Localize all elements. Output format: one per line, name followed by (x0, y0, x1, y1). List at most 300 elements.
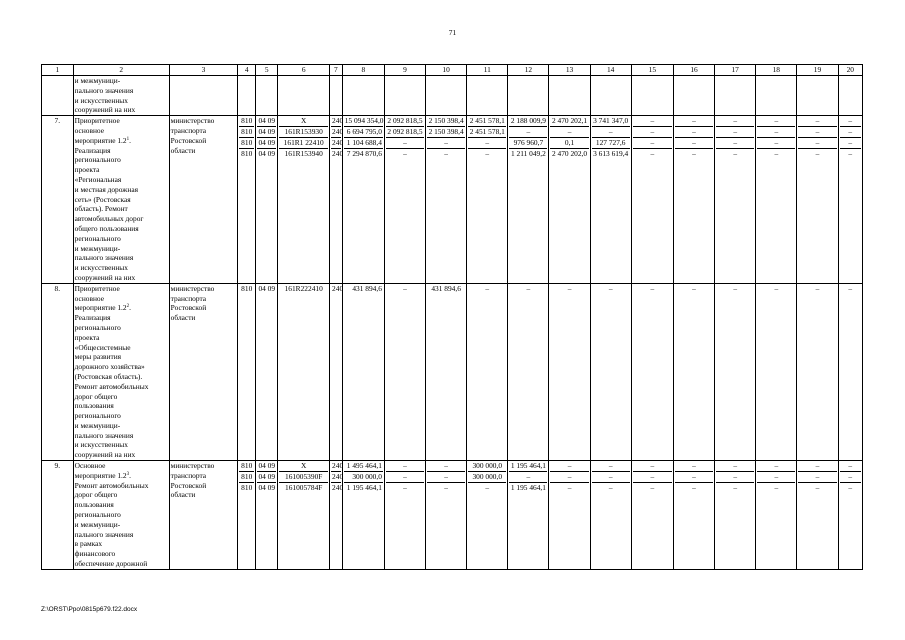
executor-line: области (170, 145, 196, 155)
amount-y2026-cell (673, 461, 714, 570)
empty-cell (169, 76, 238, 116)
section-code-cell (256, 461, 278, 570)
executor-line: транспорта (170, 470, 207, 480)
amount-y2027: – (716, 127, 754, 138)
amount-y2025-cell (631, 116, 673, 284)
column-number-1: 1 (42, 65, 74, 76)
activity-name-line (75, 273, 168, 283)
amount-y2020: – (427, 138, 465, 149)
amount-y2021-cell (467, 116, 508, 284)
amount-y2030: – (848, 482, 853, 492)
activity-name-line (75, 146, 168, 156)
activity-row (42, 283, 863, 460)
amount-y2020-cell (426, 461, 467, 570)
activity-name-line (75, 450, 168, 460)
amount-y2023: – (567, 283, 572, 293)
activity-name-text: пального значения (74, 253, 134, 263)
empty-cell (508, 76, 549, 116)
activity-row (42, 116, 863, 284)
amount-y2021: – (485, 482, 490, 492)
activity-name-line (75, 126, 168, 136)
amount-y2025-cell (631, 461, 673, 570)
amount-y2029: – (798, 116, 836, 127)
executor-line: транспорта (170, 293, 207, 303)
empty-cell (797, 76, 838, 116)
amount-y2021: – (485, 283, 490, 293)
continuation-name-cell (73, 76, 169, 116)
activity-name-line (75, 549, 168, 559)
amount-y2021: 300 000,0 (468, 472, 506, 483)
activity-name-line (75, 421, 168, 431)
total-amount: 431 894,6 (352, 283, 382, 293)
activity-name-text: сеть» (Ростовская (74, 194, 131, 204)
column-number-6: 6 (278, 65, 330, 76)
activity-name-text: Реализация (74, 313, 111, 323)
amount-y2025: – (650, 148, 655, 158)
amount-y2020: – (427, 461, 465, 472)
amount-y2028: – (774, 482, 779, 492)
grbs-code: 810 (241, 116, 253, 126)
amount-y2026: – (675, 461, 713, 472)
expense-type-code: 240 (332, 461, 344, 471)
amount-y2027-cell (715, 116, 756, 284)
target-article-code: 161R1 22410 (279, 138, 328, 149)
amount-y2024: 3 613 619,4 (593, 148, 629, 158)
expense-type-code-cell (330, 283, 343, 460)
activity-name-line (75, 284, 168, 294)
column-number-9: 9 (384, 65, 425, 76)
amount-y2027: – (733, 283, 738, 293)
expense-type-code-cell (330, 116, 343, 284)
activity-name-line (75, 372, 168, 382)
amount-y2020: – (444, 482, 448, 492)
target-article-code-cell (278, 283, 330, 460)
activity-name-text: дорожного хозяйства» (74, 362, 145, 372)
amount-y2021: 2 451 578,1 (469, 126, 505, 136)
amount-y2022: 1 195 464,1 (510, 482, 546, 492)
activity-name-text: регионального (74, 510, 121, 520)
amount-y2025: – (633, 127, 672, 138)
activity-name-line (75, 481, 168, 491)
amount-y2023: – (550, 461, 588, 472)
empty-cell (256, 76, 278, 116)
activity-name-text: автомобильных дорог (74, 214, 144, 224)
activity-name-text: Ремонт автомобильных (74, 381, 149, 391)
amount-y2028: – (757, 127, 795, 138)
activity-name-text: дорог общего (74, 391, 118, 401)
amount-y2022: 2 188 009,9 (510, 116, 546, 126)
amount-y2026: – (692, 482, 696, 492)
amount-y2019: – (386, 138, 424, 149)
section-code: 04 09 (258, 461, 276, 471)
empty-cell (715, 76, 756, 116)
amount-y2023-cell (549, 283, 590, 460)
amount-y2019-cell (384, 461, 425, 570)
amount-y2019: – (403, 148, 407, 158)
amount-y2026: – (675, 127, 713, 138)
activity-name-text: регионального (74, 322, 121, 332)
activity-name-line (75, 392, 168, 402)
column-number-8: 8 (342, 65, 384, 76)
amount-y2022: 976 960,7 (509, 138, 547, 149)
activity-name-text: и межмуници- (74, 519, 121, 529)
total-amount: 1 495 464,1 (344, 461, 383, 472)
empty-cell (756, 76, 797, 116)
activity-name-line (75, 559, 168, 569)
executor-cell (169, 461, 238, 570)
activity-name-line (75, 510, 168, 520)
grbs-code-cell (238, 461, 256, 570)
amount-y2029-cell (797, 461, 838, 570)
amount-y2019: – (403, 482, 407, 492)
column-number-18: 18 (756, 65, 797, 76)
amount-y2023: – (550, 127, 588, 138)
amount-y2028-cell (756, 283, 797, 460)
column-number-4: 4 (238, 65, 256, 76)
amount-y2019-cell (384, 283, 425, 460)
column-number-11: 11 (467, 65, 508, 76)
activity-name-line (75, 382, 168, 392)
activity-name-line (75, 343, 168, 353)
amount-y2021: 300 000,0 (468, 461, 506, 472)
activity-name-line (75, 471, 168, 481)
activity-name-line (75, 352, 168, 362)
amount-y2028-cell (756, 461, 797, 570)
amount-y2028: – (757, 472, 795, 483)
empty-cell (278, 76, 330, 116)
section-code: 04 09 (258, 137, 276, 147)
amount-y2023: 0,1 (550, 138, 588, 149)
amount-y2028: – (774, 283, 779, 293)
amount-y2019: – (403, 283, 407, 293)
amount-y2027: – (716, 138, 754, 149)
activity-name-line (75, 195, 168, 205)
activity-name-line (75, 234, 168, 244)
column-number-19: 19 (797, 65, 838, 76)
amount-y2026-cell (673, 116, 714, 284)
activity-row (42, 461, 863, 570)
activity-name-line (75, 244, 168, 254)
amount-y2026: – (692, 283, 696, 293)
amount-y2026-cell (673, 283, 714, 460)
grbs-code: 810 (241, 126, 253, 136)
activity-name-text: пользования (74, 500, 114, 510)
grbs-code: 810 (241, 148, 253, 158)
amount-y2029: – (798, 472, 836, 483)
amount-y2024: 127 727,6 (592, 138, 630, 149)
amount-y2029-cell (797, 116, 838, 284)
amount-y2021: – (468, 138, 506, 149)
activity-name-text: проекта (74, 332, 100, 342)
amount-y2028: – (757, 461, 795, 472)
amount-y2020: – (427, 472, 465, 483)
amount-y2026: – (675, 138, 713, 149)
amount-y2027: – (733, 148, 738, 158)
section-code: 04 09 (258, 126, 276, 136)
amount-y2028: – (757, 138, 795, 149)
amount-y2023: – (550, 472, 588, 483)
amount-y2022-cell (508, 283, 549, 460)
expense-type-code-cell (330, 461, 343, 570)
activity-name-line (75, 520, 168, 530)
expense-type-code: 240 (332, 283, 344, 293)
amount-y2022: – (509, 472, 547, 483)
amount-y2020: 431 894,6 (431, 283, 461, 293)
column-number-10: 10 (426, 65, 467, 76)
amount-y2024: 3 741 347,0 (593, 116, 629, 126)
target-article-code: Х (279, 116, 328, 127)
activity-name-text: Основное (74, 461, 106, 471)
amount-y2025: – (650, 283, 655, 293)
executor-line: Ростовской (170, 303, 207, 313)
column-number-12: 12 (508, 65, 549, 76)
amount-y2019: 2 092 818,5 (387, 126, 423, 136)
column-number-17: 17 (715, 65, 756, 76)
target-article-code-cell (278, 116, 330, 284)
amount-y2029: – (798, 127, 836, 138)
total-amount: 1 104 688,4 (344, 138, 383, 149)
amount-y2026: – (675, 116, 713, 127)
row-number-cell (42, 76, 74, 116)
activity-name-text: и местная дорожная (74, 184, 138, 194)
empty-cell (673, 76, 714, 116)
column-number-13: 13 (549, 65, 590, 76)
activity-name-text: «Общесистемные (74, 342, 131, 352)
empty-cell (384, 76, 425, 116)
activity-name-line (75, 155, 168, 165)
column-number-20: 20 (838, 65, 862, 76)
amount-y2026: – (692, 148, 696, 158)
target-article-code: 161R153930 (279, 127, 328, 138)
empty-cell (342, 76, 384, 116)
activity-name-text: обеспечение дорожной (74, 559, 148, 569)
amount-y2027-cell (715, 283, 756, 460)
amount-y2029: – (798, 461, 836, 472)
activity-name-line (75, 530, 168, 540)
amount-y2019: – (386, 472, 424, 483)
column-number-2: 2 (73, 65, 169, 76)
activity-name-line (75, 116, 168, 126)
executor-line: министерство (170, 283, 215, 293)
amount-y2024-cell (590, 116, 631, 284)
section-code: 04 09 (258, 471, 276, 481)
activity-name-text: мероприятие 1.2 (74, 470, 127, 480)
column-number-3: 3 (169, 65, 238, 76)
footnote-marker: 2 (126, 304, 130, 310)
amount-y2019: 2 092 818,5 (387, 116, 423, 126)
amount-y2021-cell (467, 283, 508, 460)
amount-y2023-cell (549, 461, 590, 570)
activity-name-text: Приоритетное (74, 283, 120, 293)
activity-name-text: Приоритетное (74, 116, 120, 126)
amount-y2023: – (567, 482, 572, 492)
amount-y2025: – (633, 138, 672, 149)
amount-y2027: – (716, 461, 754, 472)
column-number-7: 7 (330, 65, 343, 76)
expense-type-code: 240 (332, 482, 344, 492)
amount-y2019: – (386, 461, 424, 472)
column-number-14: 14 (590, 65, 631, 76)
activity-name-line (75, 490, 168, 500)
executor-line: министерство (170, 461, 215, 471)
empty-cell (426, 76, 467, 116)
amount-y2020: 2 150 398,4 (428, 116, 464, 126)
amount-y2029: – (815, 482, 820, 492)
amount-y2028: – (757, 116, 795, 127)
amount-y2029-cell (797, 283, 838, 460)
activity-name-text: и межмуници- (74, 243, 121, 253)
column-number-5: 5 (256, 65, 278, 76)
target-article-code: Х (279, 461, 328, 472)
activity-name-line (75, 294, 168, 304)
empty-cell (838, 76, 862, 116)
activity-name-text: мероприятие 1.2 (74, 135, 127, 145)
activity-name-text: Реализация (74, 145, 111, 155)
budget-table (41, 64, 863, 570)
activity-name-text: в рамках (74, 539, 103, 549)
activity-name-line (75, 323, 168, 333)
empty-cell (549, 76, 590, 116)
amount-y2023: 2 470 202,1 (551, 116, 588, 126)
amount-y2030-cell (838, 283, 862, 460)
grbs-code: 810 (241, 461, 253, 471)
expense-type-code: 240 (332, 148, 344, 158)
amount-y2020-cell (426, 116, 467, 284)
amount-y2030: – (840, 461, 861, 472)
row-number: 8. (42, 283, 74, 460)
activity-name-line (75, 362, 168, 372)
amount-y2025-cell (631, 283, 673, 460)
target-article-code: 161005784F (285, 482, 323, 492)
activity-name-text: общего пользования (74, 223, 139, 233)
activity-name-line (75, 253, 168, 263)
amount-y2030-cell (838, 461, 862, 570)
total-amount: 300 000,0 (344, 472, 383, 483)
activity-name-line (75, 431, 168, 441)
activity-name-line (75, 263, 168, 273)
amount-y2024: – (592, 461, 630, 472)
target-article-code: 161005390F (279, 472, 328, 483)
activity-name-text: пального значения (74, 529, 134, 539)
total-amount: 7 294 870,6 (346, 148, 382, 158)
section-code: 04 09 (258, 148, 276, 158)
amount-y2028: – (774, 148, 779, 158)
column-number-16: 16 (673, 65, 714, 76)
activity-name-line (75, 165, 168, 175)
amount-y2022: 1 211 049,2 (510, 148, 546, 158)
page-number: 71 (448, 28, 457, 37)
activity-name-line (75, 539, 168, 549)
amount-y2029: – (815, 283, 820, 293)
amount-y2021-cell (467, 461, 508, 570)
activity-name-line (75, 214, 168, 224)
amount-y2024: – (592, 127, 630, 138)
grbs-code: 810 (241, 283, 253, 293)
activity-name-text: Ремонт автомобильных (74, 480, 149, 490)
amount-y2030: – (840, 472, 861, 483)
amount-y2024: – (608, 283, 613, 293)
expense-type-code: 240 (332, 471, 344, 481)
activity-name-line (75, 204, 168, 214)
total-amount: 15 094 354,0 (344, 116, 384, 126)
activity-name-line (75, 175, 168, 185)
activity-name-text: основное (74, 125, 104, 135)
activity-name-text: мероприятие 1.2 (74, 303, 127, 313)
activity-name-text: пального значения (74, 430, 134, 440)
column-number-15: 15 (631, 65, 673, 76)
amount-y2020: 2 150 398,4 (428, 126, 464, 136)
executor-line: Ростовской (170, 135, 207, 145)
amount-y2022-cell (508, 461, 549, 570)
continuation-name-line: и межмуници- (74, 76, 121, 85)
grbs-code: 810 (241, 482, 253, 492)
activity-name-text: область). Ремонт (74, 204, 128, 214)
activity-name-text: пользования (74, 401, 114, 411)
footnote-marker: 1 (126, 136, 130, 142)
grbs-code: 810 (241, 471, 253, 481)
empty-cell (467, 76, 508, 116)
section-code: 04 09 (258, 283, 276, 293)
amount-y2029: – (815, 148, 820, 158)
amount-y2025: – (633, 461, 672, 472)
amount-y2030-cell (838, 116, 862, 284)
continuation-name-line: и искусственных (74, 95, 128, 105)
activity-name-line (75, 411, 168, 421)
grbs-code-cell (238, 283, 256, 460)
activity-name-cell (73, 116, 169, 284)
amount-y2030: – (848, 148, 853, 158)
continuation-row (42, 76, 863, 116)
amount-y2028-cell (756, 116, 797, 284)
expense-type-code: 240 (332, 126, 344, 136)
total-amount-cell (342, 283, 384, 460)
activity-name-text: меры развития (74, 352, 122, 362)
empty-cell (330, 76, 343, 116)
target-article-code: 161R222410 (284, 283, 323, 293)
file-path-footer: Z:\ORST\Ppo\0815p679.f22.docx (41, 606, 138, 613)
column-number-row (42, 65, 863, 76)
total-amount-cell (342, 116, 384, 284)
amount-y2027: – (716, 116, 754, 127)
activity-name-line (75, 303, 168, 313)
row-number: 7. (42, 116, 74, 284)
continuation-name-line: сооружений на них (74, 105, 136, 115)
amount-y2030: – (840, 127, 861, 138)
amount-y2019-cell (384, 116, 425, 284)
activity-name-text: основное (74, 293, 104, 303)
punctuation: . (129, 303, 131, 313)
amount-y2029: – (798, 138, 836, 149)
activity-name-text: и межмуници- (74, 420, 121, 430)
amount-y2022: – (509, 127, 547, 138)
activity-name-line (75, 136, 168, 146)
activity-name-text: «Региональная (74, 174, 122, 184)
target-article-code-cell (278, 461, 330, 570)
amount-y2030: – (840, 138, 861, 149)
grbs-code: 810 (241, 137, 253, 147)
activity-name-text: дорог общего (74, 490, 118, 500)
amount-y2024-cell (590, 461, 631, 570)
amount-y2022-cell (508, 116, 549, 284)
punctuation: . (129, 135, 131, 145)
activity-name-text: проекта (74, 165, 100, 175)
amount-y2027: – (716, 472, 754, 483)
executor-line: министерство (170, 116, 215, 126)
grbs-code-cell (238, 116, 256, 284)
activity-name-line (75, 401, 168, 411)
total-amount: 6 694 795,0 (344, 127, 383, 138)
amount-y2024: – (592, 472, 630, 483)
